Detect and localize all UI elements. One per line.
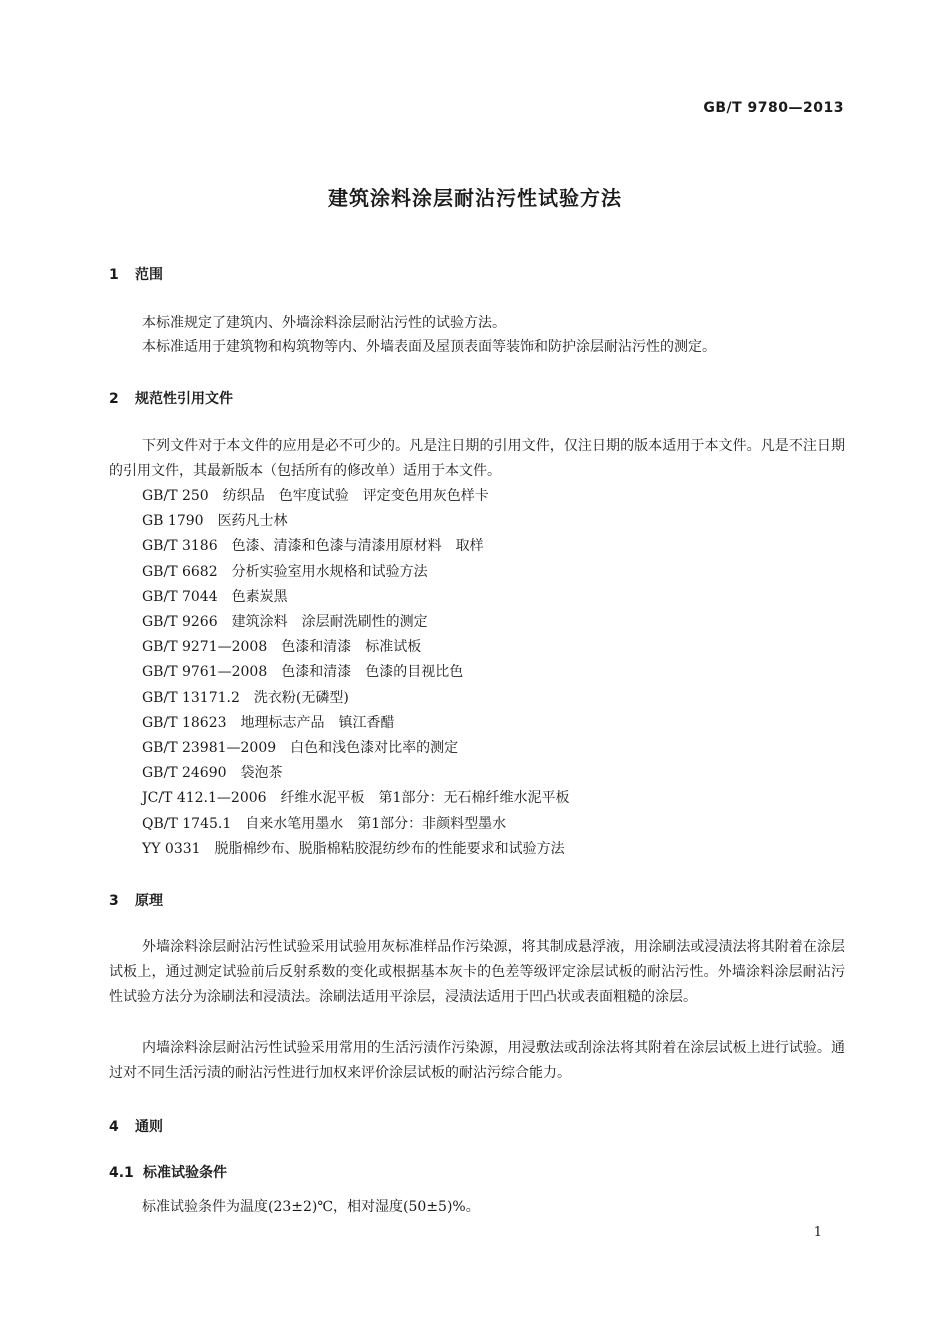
reference-title: 袋泡茶 — [240, 765, 283, 782]
reference-code: GB/T 9761—2008 — [142, 664, 268, 681]
reference-title: 分析实验室用水规格和试验方法 — [231, 563, 428, 580]
reference-item — [142, 736, 569, 761]
reference-item — [142, 837, 569, 862]
reference-title: 色漆和清漆 标准试板 — [281, 639, 422, 656]
reference-title: 建筑涂料 涂层耐洗刷性的测定 — [231, 614, 428, 631]
reference-title: 洗衣粉(无磷型) — [253, 689, 349, 706]
reference-title: 纤维水泥平板 第1部分：无石棉纤维水泥平板 — [280, 790, 570, 807]
subsection-title: 标准试验条件 — [143, 1165, 227, 1181]
reference-code: GB/T 9271—2008 — [142, 639, 268, 656]
section-1-paragraph-2: 本标准适用于建筑物和构筑物等内、外墙表面及屋顶表面等装饰和防护涂层耐沾污性的测定。 — [142, 339, 716, 355]
reference-title: 医药凡士林 — [217, 513, 288, 530]
reference-item — [142, 585, 569, 610]
reference-item — [142, 560, 569, 585]
reference-item — [142, 711, 569, 736]
reference-code: GB/T 6682 — [142, 563, 218, 580]
section-number: 3 — [109, 893, 119, 909]
reference-list — [142, 484, 569, 862]
document-title: 建筑涂料涂层耐沾污性试验方法 — [328, 186, 622, 210]
reference-item — [142, 812, 569, 837]
reference-item — [142, 786, 569, 811]
reference-item — [142, 484, 569, 509]
reference-code: GB/T 3186 — [142, 538, 218, 555]
reference-title: 色漆、清漆和色漆与清漆用原材料 取样 — [231, 538, 484, 555]
reference-code: GB/T 9266 — [142, 614, 218, 631]
standard-number: GB/T 9780—2013 — [703, 100, 844, 116]
reference-code: GB/T 7044 — [142, 588, 218, 605]
reference-title: 脱脂棉纱布、脱脂棉粘胶混纺纱布的性能要求和试验方法 — [214, 840, 565, 857]
reference-title: 色漆和清漆 色漆的目视比色 — [281, 664, 464, 681]
reference-title: 白色和浅色漆对比率的测定 — [290, 740, 459, 757]
section-2-heading — [109, 388, 233, 408]
section-title: 原理 — [135, 893, 163, 909]
reference-code: QB/T 1745.1 — [142, 815, 232, 832]
reference-item — [142, 686, 569, 711]
reference-code: YY 0331 — [142, 840, 201, 857]
reference-item — [142, 509, 569, 534]
reference-item — [142, 761, 569, 786]
section-2-intro: 下列文件对于本文件的应用是必不可少的。凡是注日期的引用文件，仅注日期的版本适用于本文件。凡是不注日期的引用文件，其最新版本（包括所有的修改单）适用于本文件。 — [109, 438, 845, 479]
reference-code: GB 1790 — [142, 513, 204, 530]
section-3-paragraph-2: 内墙涂料涂层耐沾污性试验采用常用的生活污渍作污染源，用浸敷法或刮涂法将其附着在涂层试板上进行试验。通过对不同生活污渍的耐沾污性进行加权来评价涂层试板的耐沾污综合能力。 — [109, 1040, 845, 1081]
reference-code: GB/T 24690 — [142, 765, 227, 782]
section-1-heading — [109, 264, 163, 284]
section-title: 通则 — [135, 1119, 163, 1135]
reference-item — [142, 660, 569, 685]
reference-item — [142, 534, 569, 559]
section-4-heading — [109, 1116, 163, 1136]
section-3-paragraph-1: 外墙涂料涂层耐沾污性试验采用试验用灰标准样品作污染源，将其制成悬浮液，用涂刷法或浸渍法将其附着在涂层试板上，通过测定试验前后反射系数的变化或根据基本灰卡的色差等级评定涂层试板的耐沾污性。外墙涂料涂层耐沾污性试验方法分为涂刷法和浸渍法。涂刷法适用平涂层，浸渍法适用于凹凸状或表面粗糙的涂层。 — [109, 939, 845, 1005]
reference-code: JC/T 412.1—2006 — [142, 790, 267, 807]
subsection-number: 4.1 — [109, 1165, 134, 1181]
section-title: 范围 — [135, 267, 163, 283]
section-title: 规范性引用文件 — [135, 391, 233, 407]
reference-title: 纺织品 色牢度试验 评定变色用灰色样卡 — [222, 488, 489, 504]
section-number: 1 — [109, 267, 119, 283]
section-1-paragraph-1: 本标准规定了建筑内、外墙涂料涂层耐沾污性的试验方法。 — [142, 315, 506, 331]
reference-title: 色素炭黑 — [231, 588, 288, 605]
reference-title: 自来水笔用墨水 第1部分：非颜料型墨水 — [245, 815, 507, 832]
section-number: 4 — [109, 1119, 119, 1135]
subsection-4-1-text: 标准试验条件为温度(23±2)℃，相对湿度(50±5)%。 — [142, 1199, 480, 1215]
section-number: 2 — [109, 391, 119, 407]
reference-item — [142, 635, 569, 660]
page-number: 1 — [813, 1225, 822, 1240]
reference-code: GB/T 23981—2009 — [142, 740, 277, 757]
reference-code: GB/T 250 — [142, 488, 209, 504]
section-3-heading — [109, 890, 163, 910]
reference-item — [142, 610, 569, 635]
reference-title: 地理标志产品 镇江香醋 — [240, 714, 395, 731]
reference-code: GB/T 18623 — [142, 714, 227, 731]
subsection-4-1-heading — [109, 1162, 227, 1182]
reference-code: GB/T 13171.2 — [142, 689, 240, 706]
